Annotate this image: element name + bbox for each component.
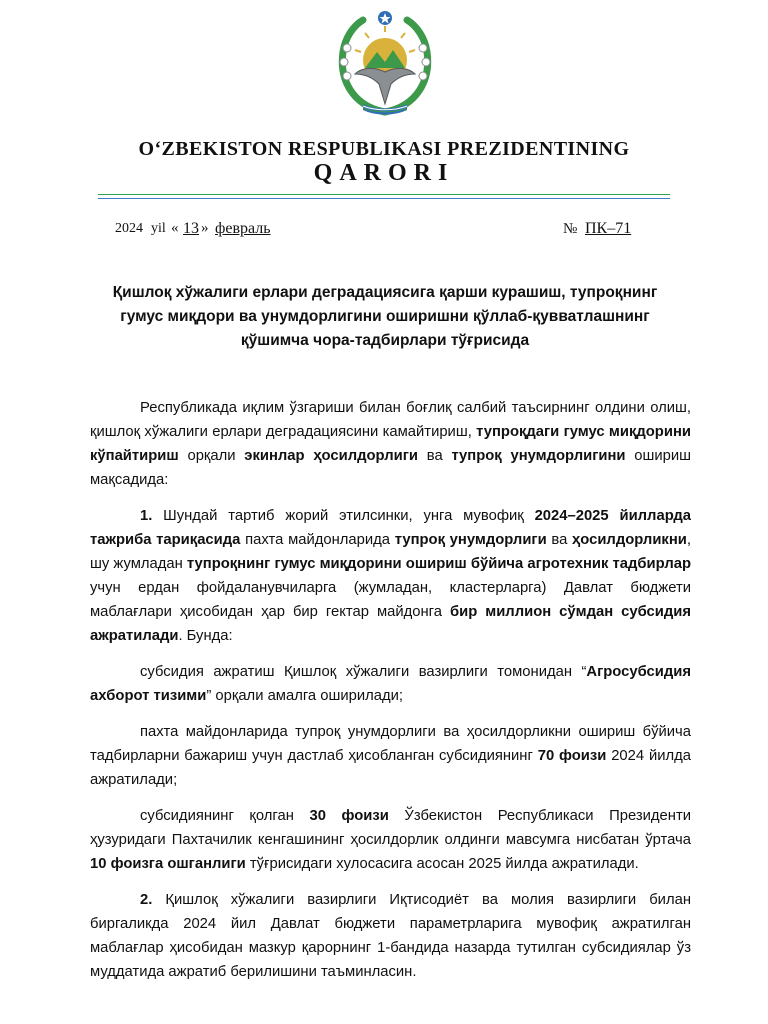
date-day: 13 — [183, 220, 199, 237]
date-close-quote: » — [201, 220, 209, 236]
document-title-line: гумус миқдори ва унумдорлигини оширишни қўллаб-қувватлашнинг — [120, 308, 650, 325]
preamble-paragraph: Республикада иқлим ўзгариши билан боғлиқ салбий таъсирнинг олдини олиш, қишлоқ хўжалиги ерлари деградациясини камайтириш, тупроқдаги гумус миқдорини кўпайтириш орқали экинлар ҳосилдорлиги ва тупроқ унумдорлигини ошириш мақсадида: — [90, 400, 691, 488]
header-subtitle: QARORI — [313, 160, 455, 186]
header-divider-green — [98, 194, 670, 195]
document-title-line: қўшимча чора-тадбирлари тўғрисида — [240, 332, 530, 349]
date-year: 2024 — [115, 221, 143, 236]
document-title — [60, 281, 710, 353]
date-open-quote: « — [171, 220, 179, 236]
header-divider-blue — [98, 198, 670, 199]
date-month: февраль — [215, 220, 271, 237]
clause-1-paragraph: 1. Шундай тартиб жорий этилсинки, унга мувофиқ 2024–2025 йилларда тажриба тариқасида пахта майдонларида тупроқ унумдорлиги ва ҳосилдорликни, шу жумладан тупроқнинг гумус миқдорини ошириш бўйича агротехник тадбирлар учун ердан фойдаланувчиларга (жумладан, кластерларга) Давлат бюджети маблағлари ҳисобидан ҳар бир гектар майдонга бир миллион сўмдан субсидия ажратилади. Бунда: — [90, 508, 691, 644]
subclause-paragraph: субсидия ажратиш Қишлоқ хўжалиги вазирлиги томонидан “Агросубсидия ахборот тизими” орқали амалга оширилади; — [90, 664, 691, 704]
date-yil-label: yil — [151, 221, 166, 236]
decree-number: ПК–71 — [585, 220, 632, 237]
date-line — [115, 220, 665, 242]
subclause-paragraph: пахта майдонларида тупроқ унумдорлиги ва ҳосилдорликни ошириш бўйича тадбирларни бажариш учун дастлаб ҳисобланган субсидиянинг 70 фоизи 2024 йилда ажратилади; — [90, 724, 691, 788]
document-body — [90, 396, 691, 996]
subclause-paragraph: субсидиянинг қолган 30 фоизи Ўзбекистон Республикаси Президенти ҳузуридаги Пахтачилик кенгашининг ҳосилдорлик олдинги мавсумга нисбатан ўртача 10 фоизга ошганлиги тўғрисидаги хулосасига асосан 2025 йилда ажратилади. — [90, 808, 691, 872]
decree-number-sign: № — [563, 221, 578, 237]
clause-2-paragraph: 2. Қишлоқ хўжалиги вазирлиги Иқтисодиёт ва молия вазирлиги билан биргаликда 2024 йил Давлат бюджети параметрларига мувофиқ ажратилган маблағлар ҳисобидан мазкур қарорнинг 1-бандида назарда тутилган субсидиялар ўз муддатида ажратиб берилишини таъминласин. — [90, 892, 691, 980]
state-emblem-icon — [333, 8, 437, 120]
document-title-line: Қишлоқ хўжалиги ерлари деградациясига қарши курашиш, тупроқнинг — [112, 284, 658, 301]
header-title: O‘ZBEKISTON RESPUBLIKASI PREZIDENTINING — [138, 138, 630, 160]
